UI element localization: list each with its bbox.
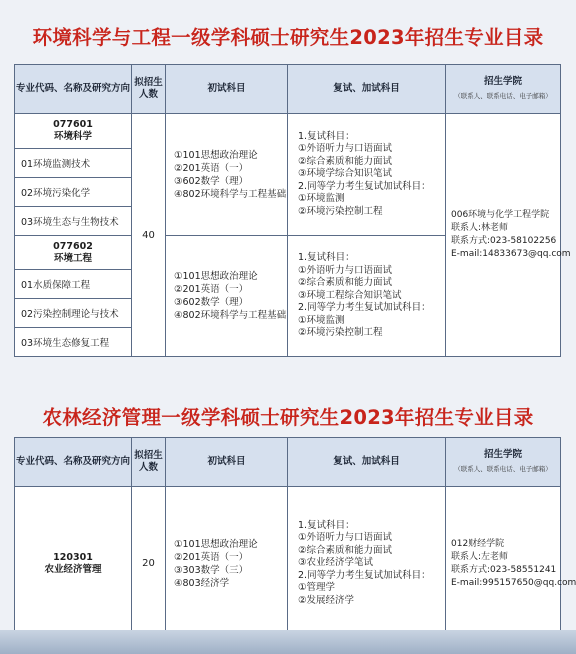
major-cell-077601: [15, 114, 132, 149]
retest-item: 1.复试科目：: [298, 130, 355, 142]
prelim-subjects: [166, 487, 288, 641]
retest-item: 2.同等学力考生复试加试科目：: [298, 569, 431, 581]
background-photo-strip: [0, 630, 576, 654]
prelim-item: ③303数学（三）: [174, 564, 249, 576]
retest-item: 1.复试科目：: [298, 519, 355, 531]
retest-item: ②环境污染控制工程: [298, 327, 383, 339]
major-code: 077601: [53, 119, 93, 130]
major-code: 120301: [53, 551, 93, 563]
header-retest: 复试、加试科目: [288, 65, 446, 114]
prelim-item: ①101思想政治理论: [174, 271, 258, 282]
header-college-sub: （联系人、联系电话、电子邮箱）: [454, 465, 552, 473]
quota-value: 40: [132, 114, 166, 357]
retest-item: 2.同等学力考生复试加试科目：: [298, 180, 431, 192]
header-college-label: 招生学院: [483, 76, 522, 87]
college-email: E-mail:14833673@qq.com: [451, 249, 571, 259]
college-contact: 联系人:林老师: [451, 223, 509, 233]
retest-item: ③农业经济学笔试: [298, 557, 374, 569]
college-name: 012财经学院: [451, 538, 505, 549]
header-quota: 拟招生人数: [132, 438, 166, 487]
section2-title: 农林经济管理一级学科硕士研究生2023年招生专业目录: [42, 406, 534, 429]
retest-item: ①外语听力与口语面试: [298, 143, 393, 155]
direction-item: 02环境污染化学: [15, 178, 132, 207]
prelim-subjects-2: [166, 236, 288, 357]
retest-item: ②综合素质和能力面试: [298, 155, 393, 167]
retest-item: ②综合素质和能力面试: [298, 277, 393, 289]
retest-item: ①外语听力与口语面试: [298, 264, 393, 276]
prelim-item: ②201英语（一）: [174, 551, 249, 563]
table-header-row: [15, 438, 561, 487]
catalog-table-environment: [14, 64, 571, 357]
prelim-item: ①101思想政治理论: [174, 149, 258, 161]
table-header-row: [15, 65, 561, 114]
prelim-item: ②201英语（一）: [174, 162, 249, 174]
retest-item: ①环境监测: [298, 193, 345, 205]
header-code: 专业代码、名称及研究方向: [15, 65, 132, 114]
prelim-item: ④802环境科学与工程基础: [174, 310, 287, 321]
retest-item: 1.复试科目：: [298, 252, 355, 264]
header-retest: 复试、加试科目: [288, 438, 446, 487]
prelim-item: ①101思想政治理论: [174, 538, 258, 550]
retest-item: ②发展经济学: [298, 594, 355, 606]
header-college-label: 招生学院: [483, 449, 522, 460]
college-phone: 联系方式:023-58551241: [451, 564, 557, 575]
quota-value: 20: [132, 487, 166, 641]
prelim-item: ④803经济学: [174, 577, 230, 589]
prelim-item: ②201英语（一）: [174, 284, 249, 295]
retest-item: ③环境工程综合知识笔试: [298, 289, 402, 301]
prelim-item: ③602数学（理）: [174, 175, 249, 187]
direction-item: 03环境生态修复工程: [15, 328, 132, 357]
retest-subjects-2: [288, 236, 446, 357]
major-name: 农业经济管理: [44, 563, 102, 575]
prelim-subjects-1: [166, 114, 288, 236]
major-code: 077602: [53, 240, 93, 252]
section1-title: 环境科学与工程一级学科硕士研究生2023年招生专业目录: [32, 26, 544, 49]
retest-item: ②环境污染控制工程: [298, 205, 383, 217]
header-prelim: 初试科目: [166, 65, 288, 114]
prelim-item: ④802环境科学与工程基础: [174, 188, 287, 200]
direction-item: 03环境生态与生物技术: [15, 207, 132, 236]
college-info-1: [446, 114, 571, 357]
major-cell-120301: [15, 487, 132, 641]
major-name: 环境工程: [53, 252, 92, 264]
header-college: [446, 438, 561, 487]
retest-item: ①环境监测: [298, 314, 345, 326]
college-name: 006环境与化学工程学院: [451, 210, 550, 220]
major-cell-077602: [15, 236, 132, 270]
retest-item: ①管理学: [298, 582, 336, 594]
retest-item: ②综合素质和能力面试: [298, 544, 393, 556]
direction-item: 02污染控制理论与技术: [15, 299, 132, 328]
retest-item: ③环境学综合知识笔试: [298, 168, 393, 180]
header-college-sub: （联系人、联系电话、电子邮箱）: [454, 92, 552, 100]
retest-subjects-1: [288, 114, 446, 236]
header-college: [446, 65, 561, 114]
retest-item: ①外语听力与口语面试: [298, 532, 393, 544]
retest-item: 2.同等学力考生复试加试科目：: [298, 302, 431, 314]
college-phone: 联系方式:023-58102256: [451, 236, 557, 246]
college-email: E-mail:995157650@qq.com: [451, 577, 576, 588]
college-contact: 联系人:左老师: [451, 551, 509, 562]
college-info-2: [446, 487, 576, 641]
retest-subjects: [288, 487, 446, 641]
major-name: 环境科学: [53, 131, 92, 142]
header-quota: 拟招生人数: [132, 65, 166, 114]
header-code: 专业代码、名称及研究方向: [15, 438, 132, 487]
direction-item: 01水质保障工程: [15, 270, 132, 299]
direction-item: 01环境监测技术: [15, 149, 132, 178]
prelim-item: ③602数学（理）: [174, 297, 249, 308]
header-prelim: 初试科目: [166, 438, 288, 487]
catalog-table-agri-econ: [14, 437, 576, 641]
